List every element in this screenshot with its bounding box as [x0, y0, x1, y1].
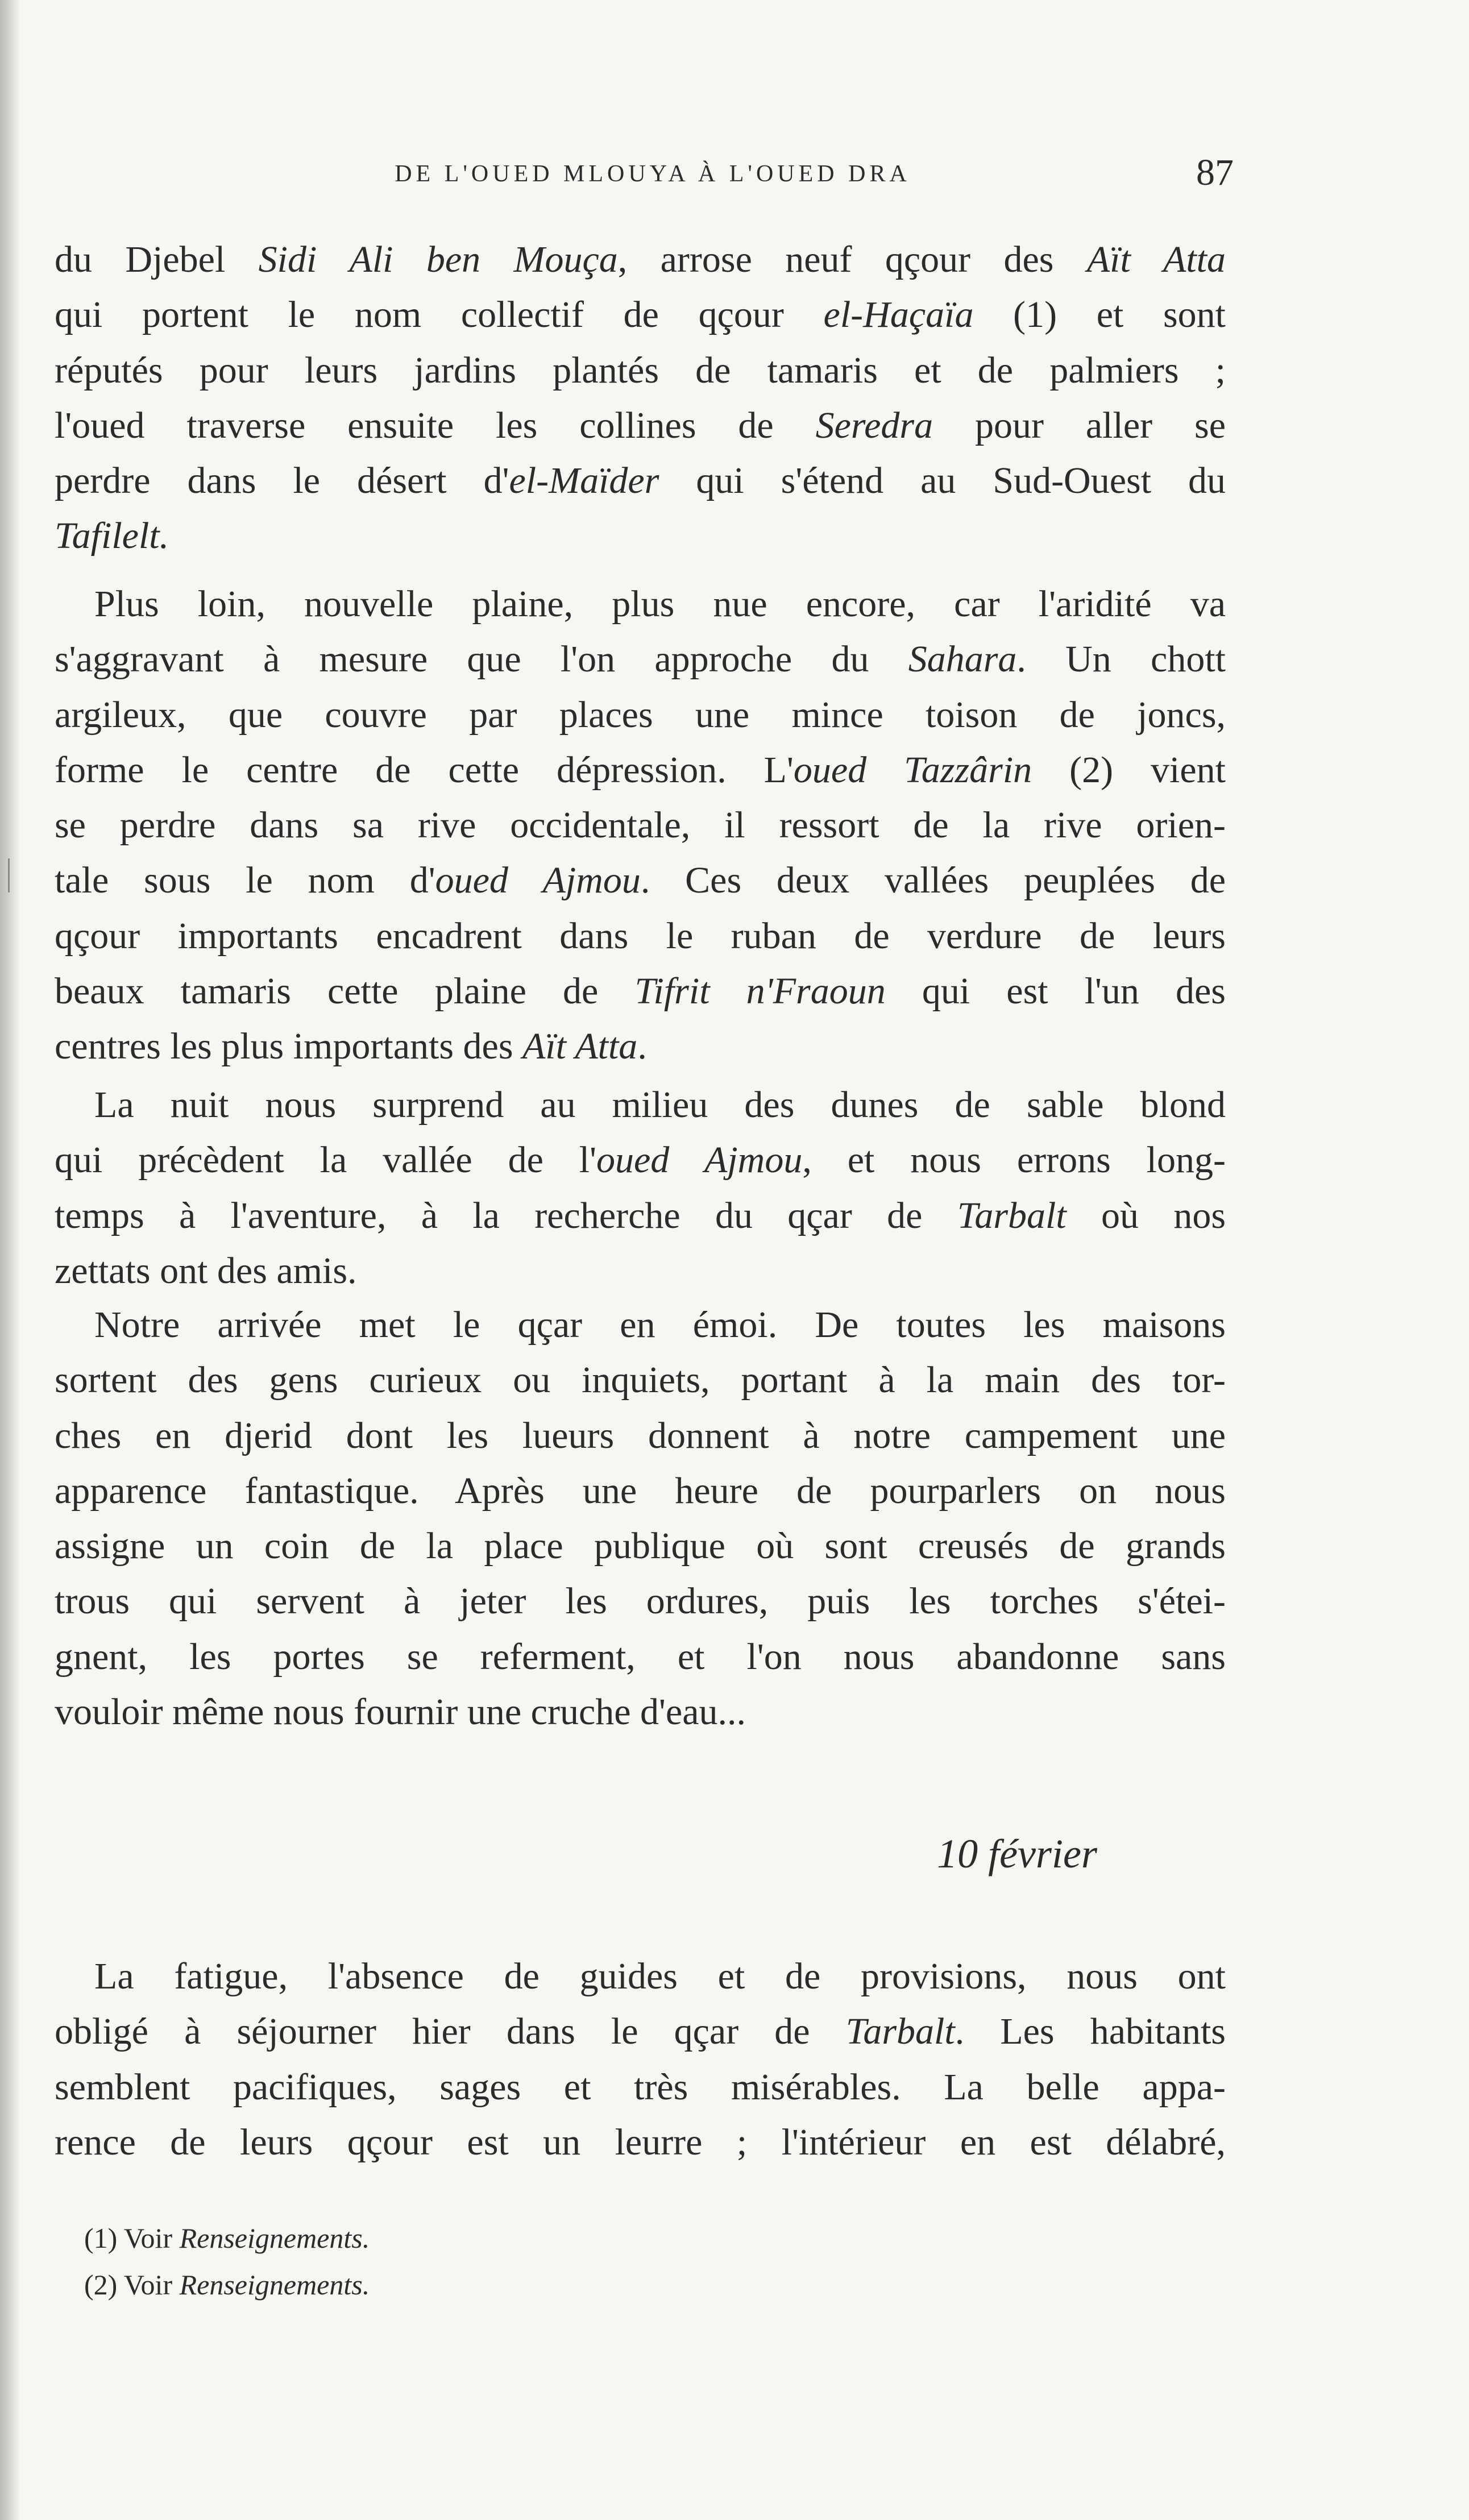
- running-head: DE L'OUED MLOUYA À L'OUED DRA: [395, 161, 911, 187]
- text-line: rence de leurs qçour est un leurre ; l'intérieur en est délabré,: [55, 2121, 1226, 2163]
- text-line: l'oued traverse ensuite les collines de Seredra pour aller se: [55, 404, 1226, 446]
- text-line: Notre arrivée met le qçar en émoi. De toutes les maisons: [94, 1304, 1226, 1346]
- text-line: perdre dans le désert d'el-Maïder qui s'étend au Sud-Ouest du: [55, 460, 1226, 502]
- text-line: temps à l'aventure, à la recherche du qçar de Tarbalt où nos: [55, 1194, 1226, 1236]
- page-number: 87: [1196, 152, 1234, 193]
- text-line: trous qui servent à jeter les ordures, puis les torches s'étei-: [55, 1580, 1226, 1622]
- text-line: sortent des gens curieux ou inquiets, portant à la main des tor-: [55, 1359, 1226, 1401]
- text-line: qui précèdent la vallée de l'oued Ajmou, et nous errons long-: [55, 1139, 1226, 1181]
- footnotes: [84, 2215, 766, 2308]
- text-line: apparence fantastique. Après une heure de pourparlers on nous: [55, 1469, 1226, 1512]
- text-line: Tafilelt.: [55, 515, 169, 557]
- text-line: qçour importants encadrent dans le ruban de verdure de leurs: [55, 915, 1226, 957]
- paragraph-5: [55, 1949, 1226, 2170]
- text-line: Plus loin, nouvelle plaine, plus nue encore, car l'aridité va: [94, 583, 1226, 625]
- text-line: La fatigue, l'absence de guides et de provisions, nous ont: [94, 1956, 1226, 1997]
- paragraph-2: [55, 576, 1226, 1074]
- margin-mark: [8, 858, 10, 892]
- text-line: beaux tamaris cette plaine de Tifrit n'Fraoun qui est l'un des: [55, 970, 1226, 1012]
- text-line: semblent pacifiques, sages et très misérables. La belle appa-: [55, 2066, 1226, 2108]
- text-line: forme le centre de cette dépression. L'oued Tazzârin (2) vient: [55, 749, 1226, 791]
- text-line: se perdre dans sa rive occidentale, il ressort de la rive orien-: [55, 804, 1226, 846]
- paragraph-4: [55, 1297, 1226, 1739]
- text-line: réputés pour leurs jardins plantés de tamaris et de palmiers ;: [55, 349, 1226, 391]
- paragraph-3: [55, 1077, 1226, 1298]
- page-gutter-shadow: [0, 0, 19, 2520]
- paragraph-1: [55, 232, 1226, 564]
- footnote-2: (2) Voir Renseignements.: [84, 2269, 370, 2301]
- text-line: qui portent le nom collectif de qçour el-Haçaïa (1) et sont: [55, 294, 1226, 336]
- text-line: ches en djerid dont les lueurs donnent à notre campement une: [55, 1414, 1226, 1456]
- text-line: s'aggravant à mesure que l'on approche du Sahara. Un chott: [55, 638, 1226, 680]
- text-line: obligé à séjourner hier dans le qçar de Tarbalt. Les habitants: [55, 2011, 1226, 2053]
- text-line: tale sous le nom d'oued Ajmou. Ces deux vallées peuplées de: [55, 860, 1226, 902]
- text-line: assigne un coin de la place publique où sont creusés de grands: [55, 1525, 1226, 1567]
- footnote-1: (1) Voir Renseignements.: [84, 2222, 370, 2254]
- text-line: argileux, que couvre par places une mince toison de joncs,: [55, 694, 1226, 736]
- text-line: centres les plus importants des Aït Atta.: [55, 1026, 647, 1068]
- text-line: zettats ont des amis.: [55, 1249, 357, 1292]
- text-line: vouloir même nous fournir une cruche d'eau...: [55, 1691, 746, 1733]
- text-line: La nuit nous surprend au milieu des dunes de sable blond: [94, 1084, 1226, 1126]
- diary-date-heading: 10 février: [937, 1831, 1097, 1876]
- text-line: du Djebel Sidi Ali ben Mouça, arrose neuf qçour des Aït Atta: [55, 239, 1226, 280]
- text-line: gnent, les portes se referment, et l'on nous abandonne sans: [55, 1635, 1226, 1678]
